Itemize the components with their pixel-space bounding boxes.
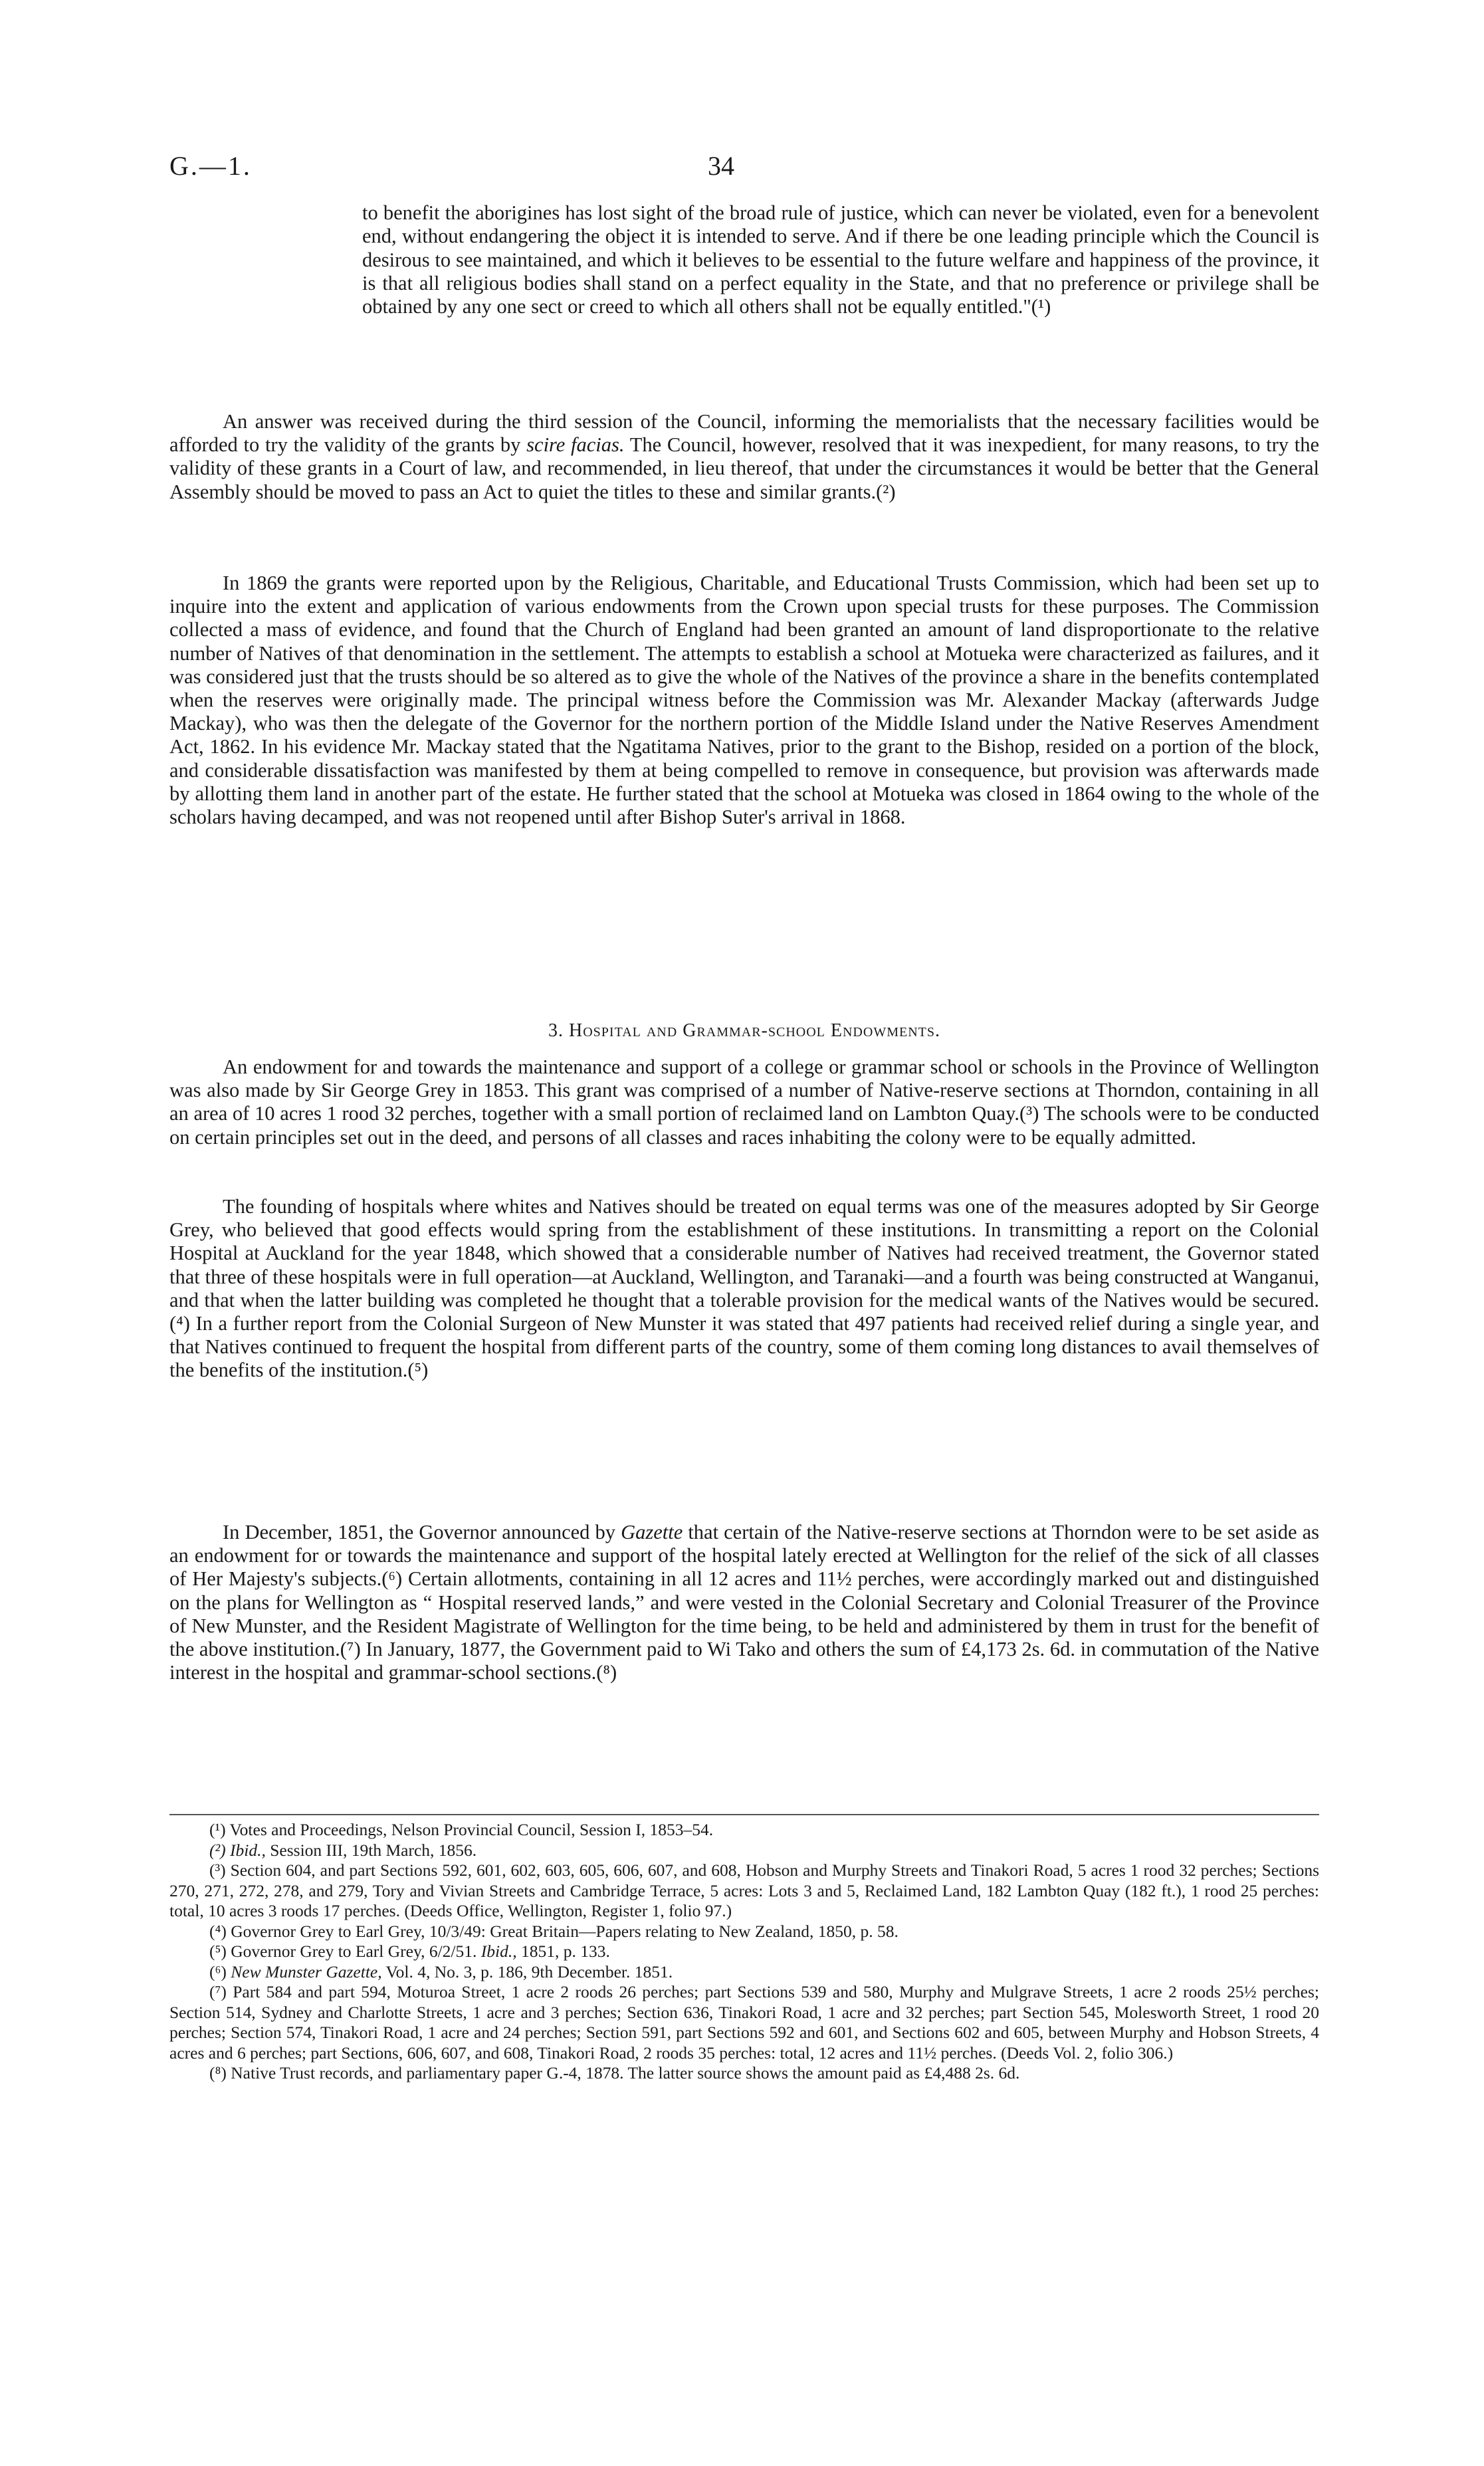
page-header (169, 150, 1326, 183)
footnote-2: (²) Ibid., Session III, 19th March, 1856. (209, 1840, 477, 1860)
footnote-divider (169, 1814, 1319, 1815)
page-number: 34 (708, 151, 734, 181)
footnote-7: (⁷) Part 584 and part 594, Moturoa Street, 1 acre 2 roods 26 perches; part Sections 539 and 580, Murphy and Mulgrave Streets, 1 acre 2 roods 25½ perches; Section 514, Sydney and Charlotte Streets, 1 acre and 3 perches; Section 636, Tinakori Road, 1 acre and 32 perches; part Section 545, Molesworth Street, 1 rood 20 perches; Section 574, Tinakori Road, 1 acre and 24 perches; Section 591, part Sections 592 and 601, and Sections 602 and 605, between Murphy and Hobson Streets, 4 acres and 6 perches; part Sections, 606, 607, and 608, Tinakori Road, 2 roods 35 perches: total, 12 acres and 11½ perches. (Deeds Vol. 2, folio 306.) (169, 1982, 1319, 2063)
section-title: Hospital and Grammar-school Endowments. (569, 1020, 940, 1041)
footnote-4: (⁴) Governor Grey to Earl Grey, 10/3/49: Great Britain—Papers relating to New Zealand, 1850, p. 58. (209, 1921, 899, 1941)
footnote-1: (¹) Votes and Proceedings, Nelson Provincial Council, Session I, 1853–54. (209, 1820, 714, 1839)
quoted-passage: to benefit the aborigines has lost sight of the broad rule of justice, which can never be violated, even for a benevolent end, without endangering the object it is intended to serve. And if there be one leading principle which the Council is desirous to see maintained, and which it believes to be essential to the future welfare and happiness of the province, it is that all religious bodies shall stand on a perfect equality in the State, and that no preference or privilege shall be obtained by any one sect or creed to which all others shall not be equally entitled."(¹) (362, 201, 1319, 318)
paragraph-grammar-school-endowment: An endowment for and towards the maintenance and support of a college or grammar school or schools in the Province of Wellington was also made by Sir George Grey in 1853. This grant was comprised of a number of Native-reserve sections at Thorndon, containing in all an area of 10 acres 1 rood 32 perches, together with a small portion of reclaimed land on Lambton Quay.(³) The schools were to be conducted on certain principles set out in the deed, and persons of all classes and races inhabiting the colony were to be equally admitted. (169, 1056, 1319, 1149)
paragraph-answer-session: An answer was received during the third session of the Council, informing the memorialists that the necessary facilities would be afforded to try the validity of the grants by scire facias. The Council, however, resolved that it was inexpedient, for many reasons, to try the validity of these grants in a Court of law, and recommended, in lieu thereof, that under the circumstances it would be better that the General Assembly should be moved to pass an Act to quiet the titles to these and similar grants.(²) (169, 410, 1319, 503)
footnote-5: (⁵) Governor Grey to Earl Grey, 6/2/51. Ibid., 1851, p. 133. (209, 1942, 610, 1961)
footnote-8: (⁸) Native Trust records, and parliamentary paper G.-4, 1878. The latter source shows the amount paid as £4,488 2s. 6d. (209, 2063, 1020, 2082)
footnotes (169, 1820, 1319, 2084)
document-reference: G.—1. (169, 151, 252, 181)
paragraph-1869-commission: In 1869 the grants were reported upon by the Religious, Charitable, and Educational Trusts Commission, which had been set up to inquire into the extent and application of various endowments from the Crown upon special trusts for these purposes. The Commission collected a mass of evidence, and found that the Church of England had been granted an amount of land disproportionate to the relative number of Natives of that denomination in the settlement. The attempts to establish a school at Motueka were characterized as failures, and it was considered just that the trusts should be so altered as to give the whole of the Natives of the province a share in the benefits contemplated when the reserves were originally made. The principal witness before the Commission was Mr. Alexander Mackay (afterwards Judge Mackay), who was then the delegate of the Governor for the northern portion of the Middle Island under the Native Reserves Amendment Act, 1862. In his evidence Mr. Mackay stated that the Ngatitama Natives, prior to the grant to the Bishop, resided on a portion of the block, and considerable dissatisfaction was manifested by them at being compelled to remove in consequence, but provision was afterwards made by allotting them land in another part of the estate. He further stated that the school at Motueka was closed in 1864 owing to the whole of the scholars having decamped, and was not reopened until after Bishop Suter's arrival in 1868. (169, 572, 1319, 829)
footnote-6: (⁶) New Munster Gazette, Vol. 4, No. 3, p. 186, 9th December. 1851. (209, 1962, 673, 1981)
section-number: 3. (548, 1020, 564, 1041)
footnote-3: (³) Section 604, and part Sections 592, 601, 602, 603, 605, 606, 607, and 608, Hobson and Murphy Streets and Tinakori Road, 5 acres 1 rood 32 perches; Sections 270, 271, 272, 278, and 279, Tory and Vivian Streets and Cambridge Terrace, 5 acres: Lots 3 and 5, Reclaimed Land, 182 Lambton Quay (182 ft.), 1 rood 25 perches: total, 10 acres 3 roods 17 perches. (Deeds Office, Wellington, Register 1, folio 97.) (169, 1860, 1319, 1920)
paragraph-hospitals: The founding of hospitals where whites and Natives should be treated on equal terms was one of the measures adopted by Sir George Grey, who believed that good effects would spring from the establishment of these institutions. In transmitting a report on the Colonial Hospital at Auckland for the year 1848, which showed that a considerable number of Natives had received treatment, the Governor stated that three of these hospitals were in full operation—at Auckland, Wellington, and Taranaki—and a fourth was being constructed at Wanganui, and that when the latter building was completed he thought that a tolerable provision for the medical wants of the Natives would be secured.(⁴) In a further report from the Colonial Surgeon of New Munster it was stated that 497 patients had received relief during a single year, and that Natives continued to frequent the hospital from different parts of the country, some of them coming long distances to avail themselves of the benefits of the institution.(⁵) (169, 1195, 1319, 1382)
section-heading (169, 1020, 1319, 1042)
paragraph-hospital-reserves: In December, 1851, the Governor announced by Gazette that certain of the Native-reserve sections at Thorndon were to be set aside as an endowment for or towards the maintenance and support of the hospital lately erected at Wellington for the relief of the sick of all classes of Her Majesty's subjects.(⁶) Certain allotments, containing in all 12 acres and 11½ perches, were accordingly marked out and distinguished on the plans for Wellington as “ Hospital reserved lands,” and were vested in the Colonial Secretary and Colonial Treasurer of the Province of New Munster, and the Resident Magistrate of Wellington for the time being, to be held and administered by them in trust for the benefit of the above institution.(⁷) In January, 1877, the Government paid to Wi Tako and others the sum of £4,173 2s. 6d. in commutation of the Native interest in the hospital and grammar-school sections.(⁸) (169, 1521, 1319, 1684)
